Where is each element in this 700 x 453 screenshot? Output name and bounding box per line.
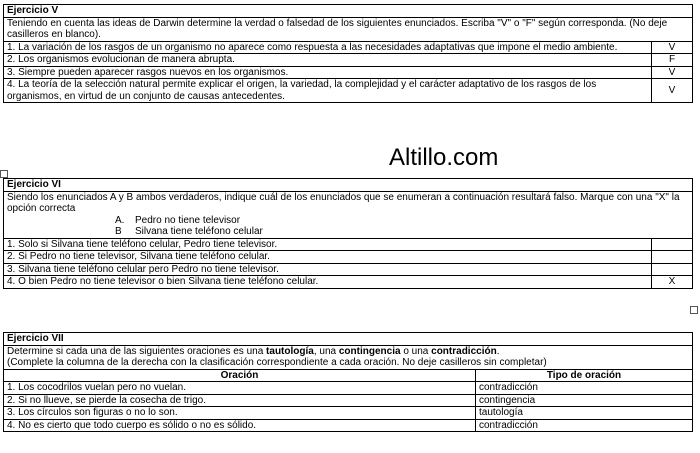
type-cell[interactable]: contingencia xyxy=(476,394,693,407)
option-letter: A. xyxy=(115,214,125,226)
table-row xyxy=(4,66,693,79)
statement-text: 1. La variación de los rasgos de un organismo no aparece como respuesta a las necesidades adaptativas que impone el medio ambiente. xyxy=(4,41,652,54)
table-row xyxy=(4,276,693,289)
table-row xyxy=(4,41,693,54)
table-row xyxy=(4,251,693,264)
statement-text: 3. Siempre pueden aparecer rasgos nuevos en los organismos. xyxy=(4,66,652,79)
instructions-part: o una xyxy=(400,345,432,357)
exercise-5-table xyxy=(3,4,693,103)
option-b xyxy=(7,226,689,238)
option-text: Silvana tiene teléfono celular xyxy=(135,226,263,237)
answer-cell[interactable] xyxy=(652,251,693,264)
selection-handle[interactable] xyxy=(0,170,8,178)
instructions-part: Determine si cada una de las siguientes oraciones es una xyxy=(7,345,267,357)
statement-text: 1. Solo si Silvana tiene teléfono celular, Pedro tiene televisor. xyxy=(4,238,652,251)
exercise-6-table xyxy=(3,178,693,289)
table-row xyxy=(4,382,693,395)
type-cell[interactable]: contradicción xyxy=(476,419,693,432)
instructions-part: . xyxy=(496,345,500,357)
statement-text: 2. Si Pedro no tiene televisor, Silvana tiene teléfono celular. xyxy=(4,251,652,264)
type-cell[interactable]: tautología xyxy=(476,407,693,420)
exercise-7-instructions xyxy=(4,345,693,369)
column-header-oracion: Oración xyxy=(4,369,476,382)
sentence-text: 4. No es cierto que todo cuerpo es sólido o no es sólido. xyxy=(4,419,476,432)
sentence-text: 3. Los círculos son figuras o no lo son. xyxy=(4,407,476,420)
table-row xyxy=(4,419,693,432)
answer-cell[interactable]: F xyxy=(652,54,693,67)
exercise-7-table xyxy=(3,332,693,432)
statement-text: 3. Silvana tiene teléfono celular pero Pedro no tiene televisor. xyxy=(4,263,652,276)
watermark-text: Altillo.com xyxy=(389,144,499,171)
table-row xyxy=(4,394,693,407)
instructions-text: Siendo los enunciados A y B ambos verdaderos, indique cuál de los enunciados que se enumeran a continuación resultará falso. Marque con una "X" la opción correcta xyxy=(7,191,680,214)
selection-handle[interactable] xyxy=(690,306,698,314)
answer-cell[interactable] xyxy=(652,263,693,276)
exercise-5-title: Ejercicio V xyxy=(4,5,693,18)
option-letter: B xyxy=(115,226,122,237)
type-cell[interactable]: contradicción xyxy=(476,382,693,395)
exercise-7-title: Ejercicio VII xyxy=(4,333,693,346)
sentence-text: 1. Los cocodrilos vuelan pero no vuelan. xyxy=(4,382,476,395)
exercise-5-instructions: Teniendo en cuenta las ideas de Darwin determine la verdad o falsedad de los siguientes enunciados. Escriba "V" o "F" según corresponda. (No deje casilleros en blanco). xyxy=(4,17,693,41)
answer-cell[interactable]: V xyxy=(652,79,693,103)
table-row xyxy=(4,54,693,67)
answer-cell[interactable]: X xyxy=(652,276,693,289)
table-row xyxy=(4,79,693,103)
keyword-contingencia: contingencia xyxy=(338,345,401,357)
keyword-tautologia: tautología xyxy=(266,345,314,357)
column-header-tipo: Tipo de oración xyxy=(476,369,693,382)
instructions-part: , una xyxy=(313,345,339,357)
statement-text: 4. O bien Pedro no tiene televisor o bien Silvana tiene teléfono celular. xyxy=(4,276,652,289)
table-row xyxy=(4,263,693,276)
keyword-contradiccion: contradicción xyxy=(431,345,497,357)
instructions-note: (Complete la columna de la derecha con la clasificación correspondiente a cada oración. No deje casilleros sin completar) xyxy=(7,357,547,368)
statement-text: 2. Los organismos evolucionan de manera abrupta. xyxy=(4,54,652,67)
answer-cell[interactable]: V xyxy=(652,41,693,54)
sentence-text: 2. Si no llueve, se pierde la cosecha de trigo. xyxy=(4,394,476,407)
instructions-text xyxy=(7,346,689,358)
exercise-6-title: Ejercicio VI xyxy=(4,179,693,192)
table-row xyxy=(4,238,693,251)
answer-cell[interactable]: V xyxy=(652,66,693,79)
statement-text: 4. La teoría de la selección natural permite explicar el origen, la variedad, la complejidad y el carácter adaptativo de los rasgos de los organismos, en virtud de un conjunto de causas antecedentes. xyxy=(4,79,652,103)
answer-cell[interactable] xyxy=(652,238,693,251)
table-row xyxy=(4,407,693,420)
option-text: Pedro no tiene televisor xyxy=(135,214,241,226)
option-a xyxy=(7,215,689,227)
exercise-6-instructions xyxy=(4,191,693,238)
